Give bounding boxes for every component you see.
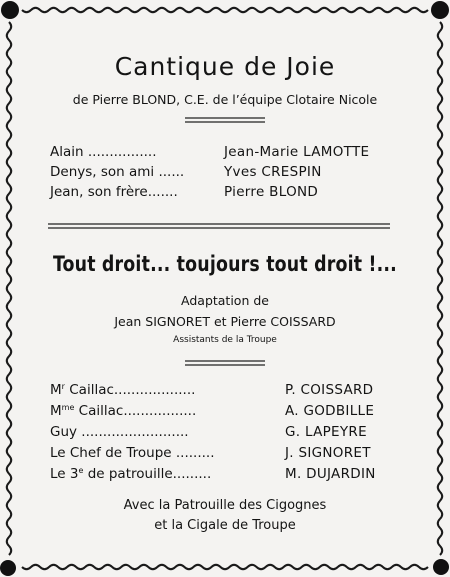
cast-role: Alain ................ — [50, 144, 157, 160]
separator-long — [48, 224, 390, 228]
wavy-border-line — [22, 565, 428, 569]
cast-role: Guy ......................... — [50, 424, 189, 440]
wavy-border-line — [22, 8, 428, 12]
corner-ornament — [433, 559, 449, 575]
corner-ornament — [1, 1, 19, 19]
separator-middle — [185, 361, 265, 365]
cast-actor: Pierre BLOND — [224, 184, 319, 200]
corner-ornament — [0, 560, 16, 576]
cast-actor: M. DUJARDIN — [285, 466, 376, 482]
authors: Jean SIGNORET et Pierre COISSARD — [114, 314, 336, 329]
cast-actor: P. COISSARD — [285, 382, 374, 398]
part2-title: Tout droit... toujours tout droit !... — [53, 252, 397, 276]
cast-role: Le 3e de patrouille......... — [50, 466, 212, 482]
cast-actor: G. LAPEYRE — [285, 424, 367, 440]
cast-actor: Yves CRESPIN — [224, 164, 322, 180]
cast-role: $M^r$ Caillac................... — [50, 382, 196, 398]
cast-actor: A. GODBILLE — [285, 403, 375, 419]
part1-title: Cantique de Joie — [114, 52, 336, 81]
separator-top — [185, 118, 265, 122]
cast-role: Denys, son ami ...... — [50, 164, 185, 180]
footer-line-2: et la Cigale de Troupe — [154, 518, 296, 533]
cast-actor: Jean-Marie LAMOTTE — [224, 144, 370, 160]
adaptation-label: Adaptation de — [181, 293, 269, 308]
corner-ornament — [431, 1, 449, 19]
footer-line-1: Avec la Patrouille des Cigognes — [123, 498, 327, 513]
cast-role: Le Chef de Troupe ......... — [50, 445, 215, 461]
assistants-note: Assistants de la Troupe — [173, 335, 277, 345]
cast-actor: J. SIGNORET — [285, 445, 371, 461]
cast-role: $M^{me}$ Caillac................. — [50, 403, 197, 419]
cast-role: Jean, son frère....... — [50, 184, 178, 200]
part1-subtitle: de Pierre BLOND, C.E. de l’équipe Clotaire Nicole — [72, 92, 378, 107]
